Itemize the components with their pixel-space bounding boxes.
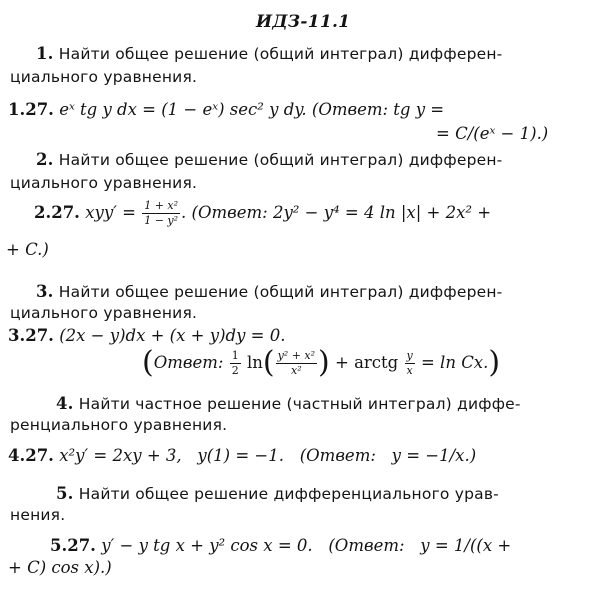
task-4-equation-line1: x²y′ = 2xy + 3, y(1) = −1. (Ответ: y = −1/x.) (59, 446, 477, 465)
task-4-number: 4. (56, 394, 74, 413)
task-2-text-line2: циального уравнения. (10, 174, 198, 192)
task-3-equation-line1: (2x − y)dx + (x + y)dy = 0. (59, 326, 286, 345)
task-3-answer: (Ответ: $\frac{1}{2}$ ln( $\frac{\text{y² + x²}}{\text{x²}}$ ) + arctg $\frac{y}{x}$ = ln Cx.) (142, 345, 501, 380)
task-2-fraction (142, 200, 180, 227)
task-3-arctg-den: x (406, 364, 413, 377)
task-5-equation (50, 536, 511, 555)
task-4-statement (56, 394, 521, 413)
task-1-text-line1: Найти общее решение (общий интеграл) дифферен- (58, 45, 503, 63)
task-2-statement (36, 150, 502, 169)
task-3-statement (36, 282, 502, 301)
task-3-ln: ln (246, 353, 263, 372)
task-2-frac-den: 1 − y² (144, 214, 179, 227)
task-1-text-line2: циального уравнения. (10, 68, 198, 86)
task-3-number: 3. (36, 282, 54, 301)
task-3-half (230, 350, 241, 377)
task-3-ln-den: x² (291, 364, 302, 377)
task-4-problem-label: 4.27. (8, 446, 54, 465)
task-1-equation (8, 100, 444, 119)
task-4-text-line2: ренциального уравнения. (10, 416, 228, 434)
task-3-text-line2: циального уравнения. (10, 304, 198, 322)
task-3-answer-tail: = ln Cx. (420, 353, 489, 372)
task-1-statement (36, 44, 502, 63)
task-5-equation-line1: y′ − y tg x + y² cos x = 0. (Ответ: y = 1/((x + (101, 536, 512, 555)
task-3-answer-label: Ответ: (153, 353, 224, 372)
task-3-problem-label: 3.27. (8, 326, 54, 345)
task-3-arctg-fraction (405, 350, 415, 377)
task-5-text-line2: нения. (10, 506, 66, 524)
task-2-number: 2. (36, 150, 54, 169)
task-2-equation-rest: . (Ответ: 2y² − y⁴ = 4 ln |x| + 2x² + (181, 203, 492, 222)
task-3-arctg-num: y (406, 349, 413, 362)
task-3-half-den: 2 (231, 364, 239, 377)
task-1-equation-line1: eˣ tg y dx = (1 − eˣ) sec² y dy. (Ответ: tg y = (59, 100, 445, 119)
task-5-equation-line2: + C) cos x).) (8, 558, 112, 577)
task-1-problem-label: 1.27. (8, 100, 54, 119)
task-3-half-num: 1 (231, 349, 239, 362)
task-2-equation-line2: + C.) (6, 240, 49, 259)
task-5-text-line1: Найти общее решение дифференциального урав- (78, 485, 499, 503)
task-5-statement (56, 484, 499, 503)
task-1-number: 1. (36, 44, 54, 63)
task-5-number: 5. (56, 484, 74, 503)
task-2-text-line1: Найти общее решение (общий интеграл) дифферен- (58, 151, 503, 169)
task-4-equation (8, 446, 476, 465)
page-title: ИДЗ-11.1 (256, 12, 351, 32)
task-1-equation-line2: = C/(eˣ − 1).) (436, 124, 549, 143)
task-4-text-line1: Найти частное решение (частный интеграл) диффе- (78, 395, 521, 413)
task-3-ln-num: y² + x² (277, 349, 316, 362)
task-3-equation (8, 326, 285, 345)
task-2-equation (34, 200, 491, 227)
task-3-arctg: + arctg (335, 353, 399, 372)
task-3-ln-fraction (276, 350, 317, 377)
task-2-lhs: xyy′ = (85, 203, 136, 222)
task-2-problem-label: 2.27. (34, 203, 80, 222)
task-2-frac-num: 1 + x² (142, 200, 180, 214)
task-5-problem-label: 5.27. (50, 536, 96, 555)
task-3-text-line1: Найти общее решение (общий интеграл) дифферен- (58, 283, 503, 301)
